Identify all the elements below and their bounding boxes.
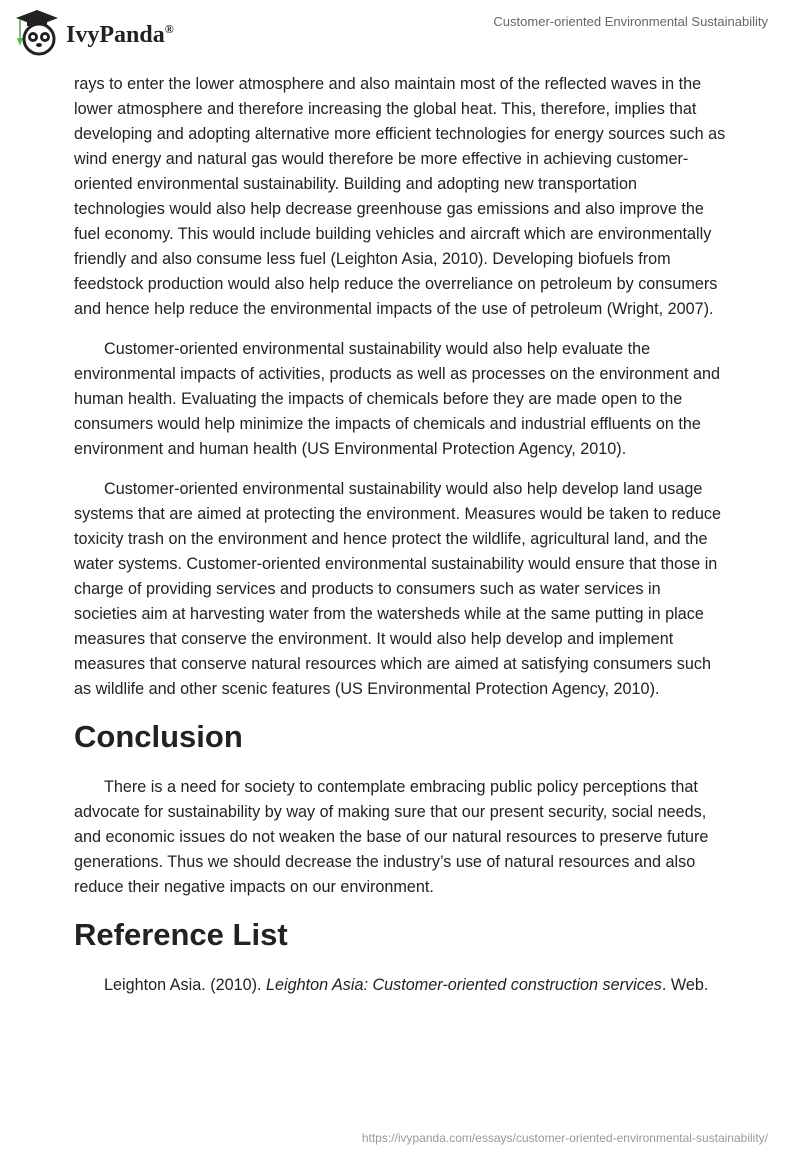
- paragraph: Customer-oriented environmental sustainability would also help develop land usage systems that are aimed at protecting the environment. Measures would be taken to reduce toxicity trash on the environment and hence protect the wildlife, agricultural land, and the water systems. Customer-oriented environmental sustainability would ensure that those in charge of providing services and products to consumers such as water services in societies aim at harvesting water from the watersheds while at the same putting in place measures that conserve the environment. It would also help develop and implement measures that conserve natural resources which are aimed at satisfying consumers such as wildlife and other scenic features (US Environmental Protection Agency, 2010).: [74, 480, 721, 698]
- panda-logo-icon: [12, 8, 62, 56]
- essay-content: [74, 72, 728, 1013]
- reference-list-heading: Reference List: [74, 917, 288, 952]
- reference-author: Leighton Asia. (2010).: [104, 976, 266, 994]
- paragraph: rays to enter the lower atmosphere and also maintain most of the reflected waves in the lower atmosphere and therefore increasing the global heat. This, therefore, implies that developing and adopting alternative more efficient technologies for energy sources such as wind energy and natural gas would therefore be more effective in achieving customer-oriented environmental sustainability. Building and adopting new transportation technologies would also help decrease greenhouse gas emissions and also improve the fuel economy. This would include building vehicles and aircraft which are environmentally friendly and also consume less fuel (Leighton Asia, 2010). Developing biofuels from feedstock production would also help reduce the overreliance on petroleum by consumers and hence help reduce the environmental impacts of the use of petroleum (Wright, 2007).: [74, 75, 726, 318]
- document-title: Customer-oriented Environmental Sustainability: [493, 14, 768, 29]
- logo[interactable]: [12, 8, 174, 56]
- brand-name: [66, 22, 174, 49]
- footer-url[interactable]: https://ivypanda.com/essays/customer-oriented-environmental-sustainability/: [361, 1131, 768, 1145]
- registered-mark: ®: [164, 21, 174, 36]
- reference-tail: . Web.: [661, 976, 709, 994]
- reference-title: Leighton Asia: Customer-oriented construction services: [266, 976, 662, 994]
- reference-item: [74, 973, 728, 998]
- paragraph: Customer-oriented environmental sustainability would also help evaluate the environmental impacts of activities, products as well as processes on the environment and human health. Evaluating the impacts of chemicals before they are made open to the consumers would help minimize the impacts of chemicals and industrial effluents on the environment and human health (US Environmental Protection Agency, 2010).: [74, 340, 721, 458]
- conclusion-paragraph: There is a need for society to contemplate embracing public policy perceptions that advocate for sustainability by way of making sure that our present security, social needs, and economic issues do not weaken the base of our natural resources to preserve future generations. Thus we should decrease the industry’s use of natural resources and also reduce their negative impacts on our environment.: [74, 778, 709, 896]
- brand-label: IvyPanda: [66, 21, 165, 48]
- conclusion-heading: Conclusion: [74, 719, 243, 754]
